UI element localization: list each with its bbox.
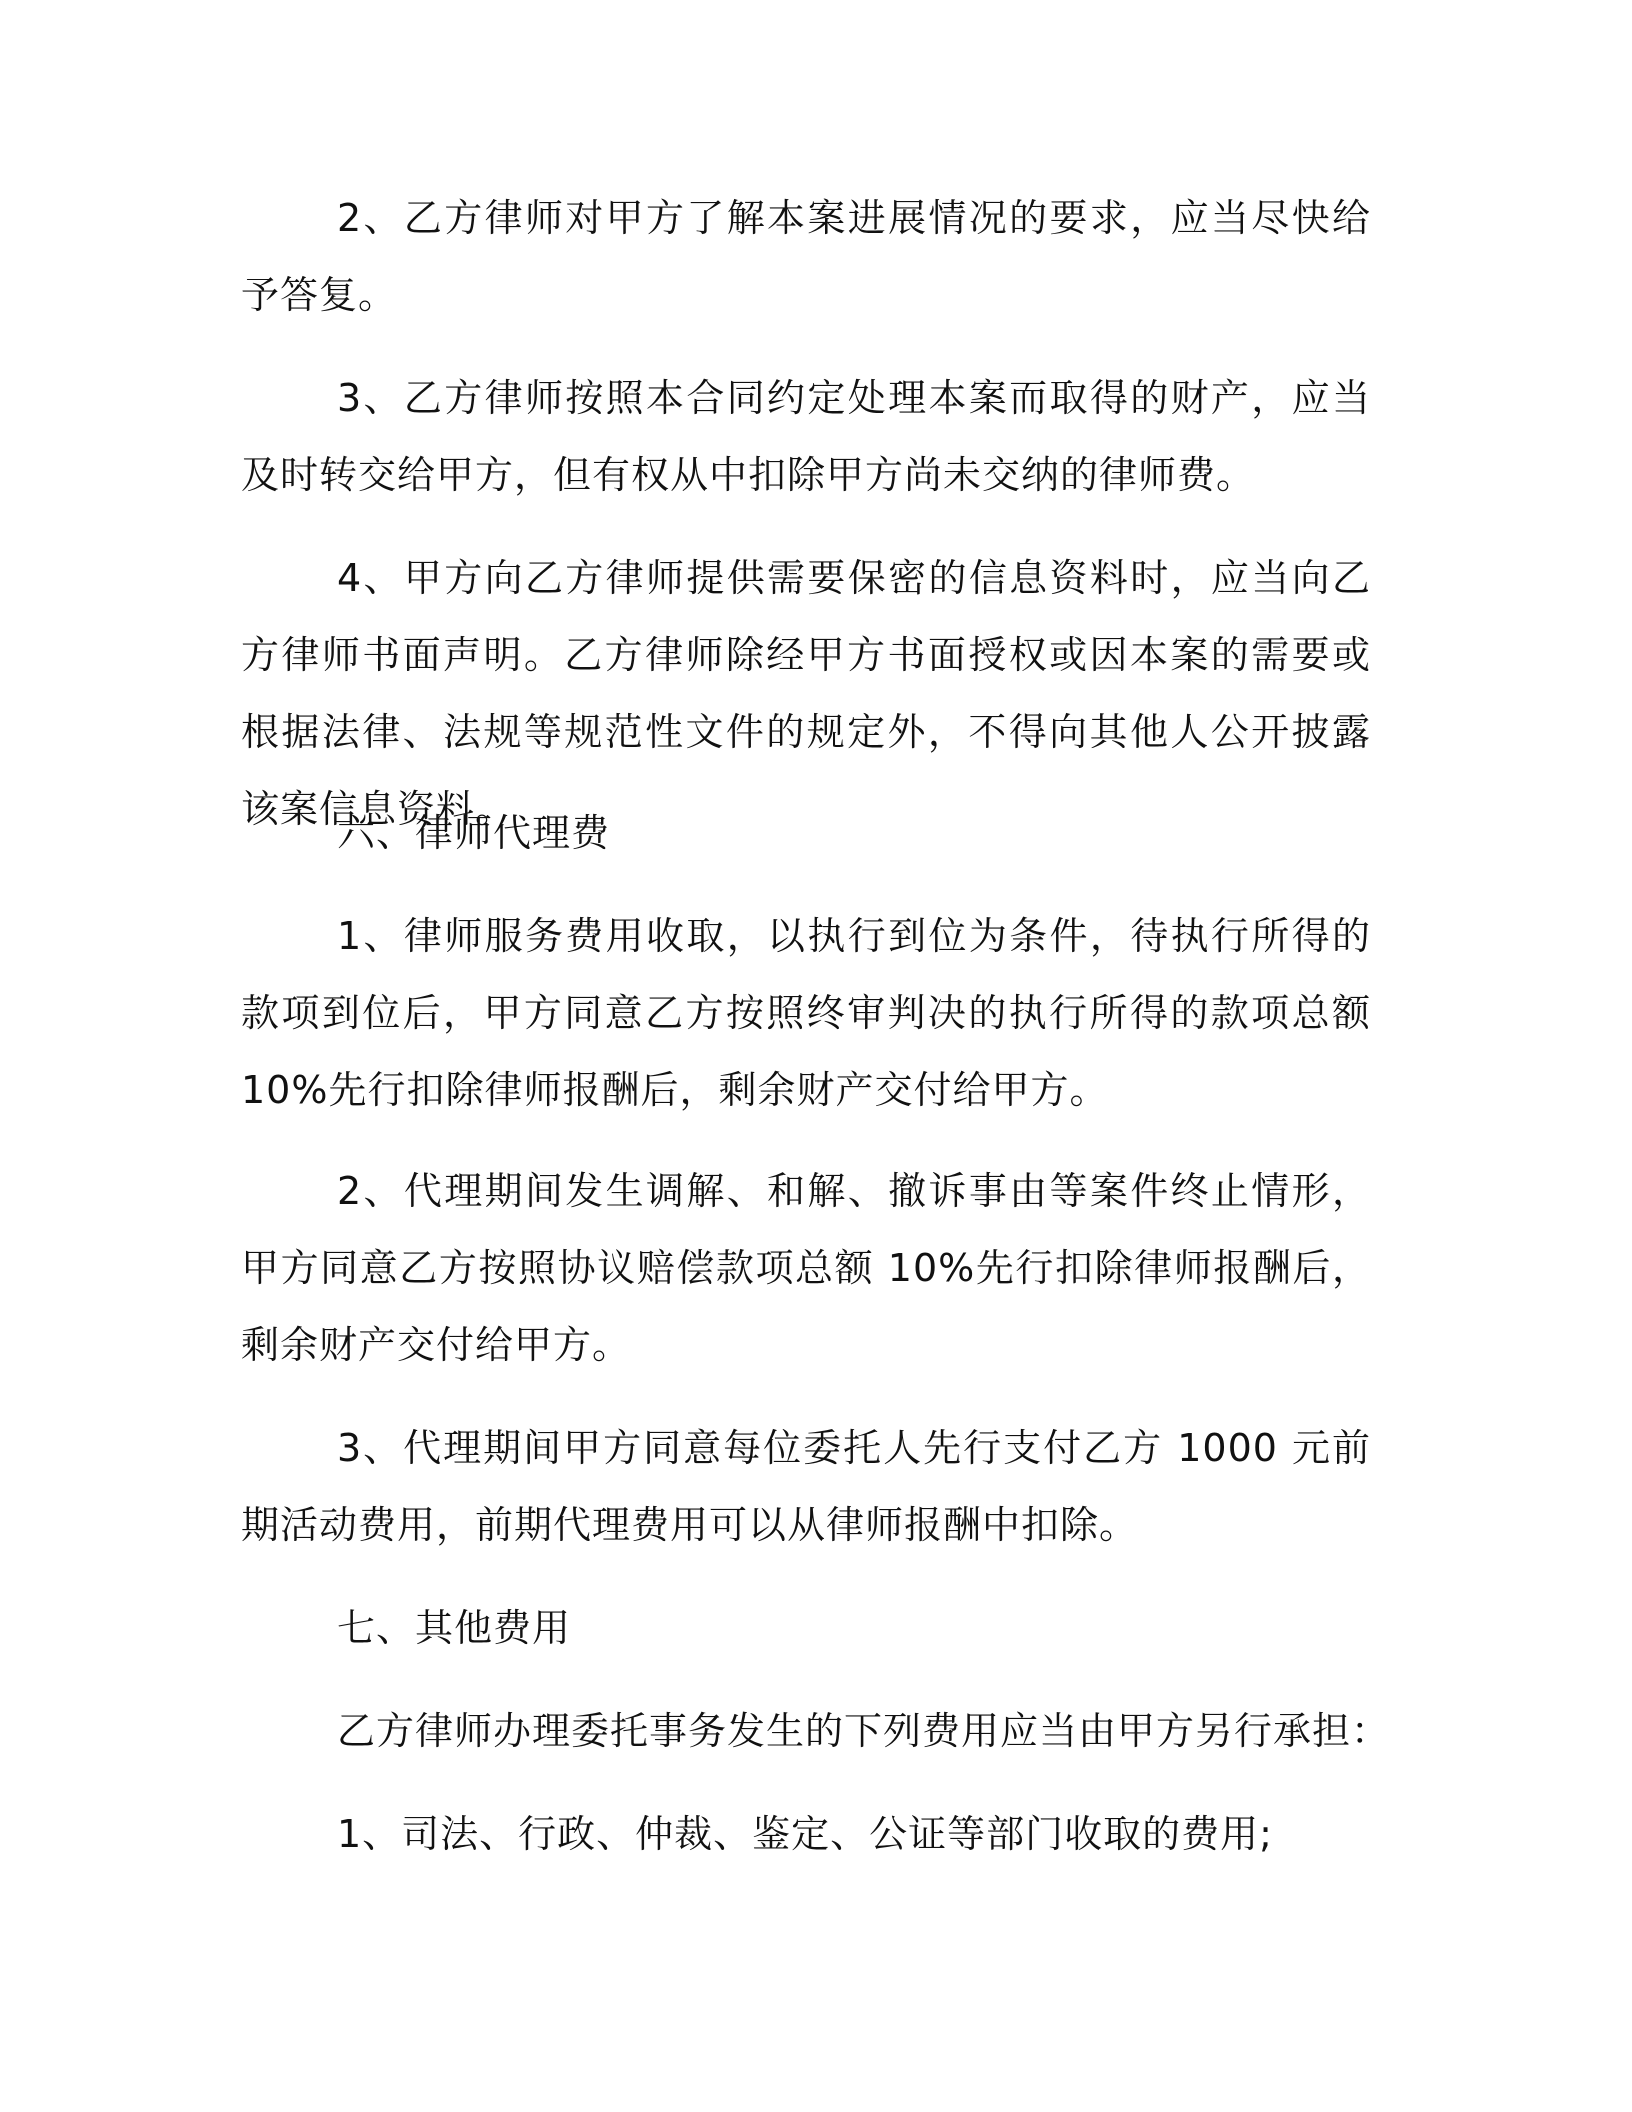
- section-heading-attorney-fee: 六、律师代理费: [337, 811, 611, 855]
- paragraph-clause-3: 3、乙方律师按照本合同约定处理本案而取得的财产，应当及时转交给甲方，但有权从中扣除甲方尚未交纳的律师费。: [241, 376, 1371, 497]
- paragraph-expense-1: 1、司法、行政、仲裁、鉴定、公证等部门收取的费用;: [337, 1812, 1273, 1856]
- paragraph-fee-2: 2、代理期间发生调解、和解、撤诉事由等案件终止情形，甲方同意乙方按照协议赔偿款项总额 10%先行扣除律师报酬后，剩余财产交付给甲方。: [241, 1169, 1371, 1367]
- paragraph-clause-4: 4、甲方向乙方律师提供需要保密的信息资料时，应当向乙方律师书面声明。乙方律师除经甲方书面授权或因本案的需要或根据法律、法规等规范性文件的规定外，不得向其他人公开披露该案信息资料。: [241, 556, 1371, 831]
- paragraph-fee-1: 1、律师服务费用收取，以执行到位为条件，待执行所得的款项到位后，甲方同意乙方按照终审判决的执行所得的款项总额 10%先行扣除律师报酬后，剩余财产交付给甲方。: [241, 914, 1371, 1112]
- paragraph-expenses-intro: 乙方律师办理委托事务发生的下列费用应当由甲方另行承担：: [337, 1709, 1391, 1753]
- paragraph-fee-3: 3、代理期间甲方同意每位委托人先行支付乙方 1000 元前期活动费用，前期代理费用可以从律师报酬中扣除。: [241, 1426, 1371, 1547]
- paragraph-clause-2: 2、乙方律师对甲方了解本案进展情况的要求，应当尽快给予答复。: [241, 196, 1371, 317]
- section-heading-other-expenses: 七、其他费用: [337, 1606, 572, 1650]
